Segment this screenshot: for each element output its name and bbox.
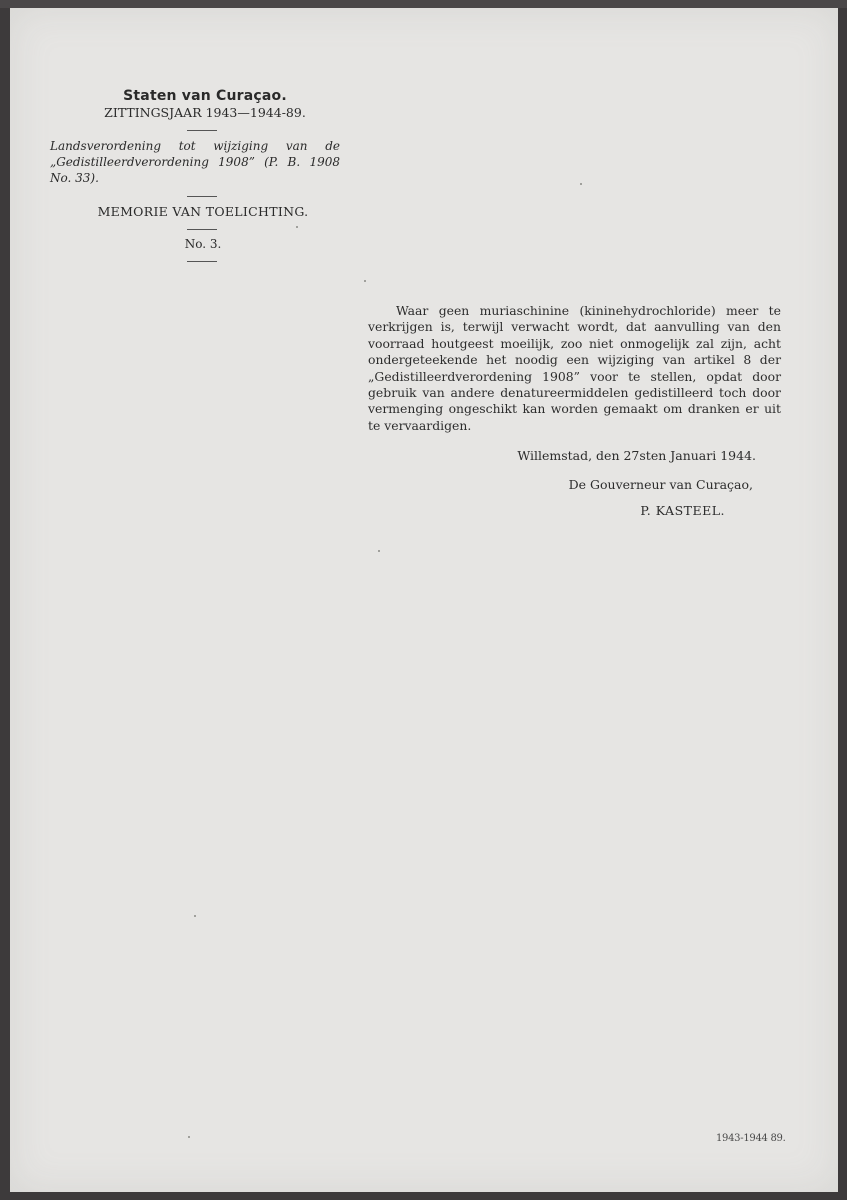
- paper-speck: [194, 915, 196, 917]
- document-number: No. 3.: [184, 237, 222, 251]
- divider-rule: [187, 130, 217, 131]
- handwritten-archive-mark: 1943-1944 89.: [716, 1133, 786, 1144]
- divider-rule: [187, 229, 217, 230]
- scan-frame-top: [0, 0, 847, 8]
- explanatory-memorandum-body: [368, 303, 781, 519]
- divider-rule: [187, 196, 217, 197]
- memorandum-paragraph: Waar geen muriaschinine (kininehydrochloride) meer te verkrijgen is, terwijl verwacht wordt, dat aanvulling van den voorraad houtgeest moeilijk, zoo niet onmogelijk zal zijn, acht ondergeteekende het noodig een wijziging van artikel 8 der „Gedistilleerdverordening 1908” voor te stellen, opdat door gebruik van andere denatureermiddelen gedistilleerd toch door vermenging ongeschikt kan worden gemaakt om dranken er uit te vervaardigen.: [368, 303, 781, 433]
- ordinance-title: Landsverordening tot wijziging van de „Gedistilleerdverordening 1908” (P. B. 1908 No. 33).: [50, 139, 340, 185]
- session-year: ZITTINGSJAAR 1943—1944-89.: [104, 105, 306, 120]
- paper-speck: [188, 1136, 190, 1138]
- paper-speck: [580, 183, 582, 185]
- document-type: MEMORIE VAN TOELICHTING.: [97, 204, 309, 219]
- paper-speck: [364, 280, 366, 282]
- paper-speck: [378, 550, 380, 552]
- document-page: [10, 8, 838, 1192]
- institution-title: Staten van Curaçao.: [123, 88, 287, 104]
- document-header: [50, 88, 350, 269]
- governor-signature-name: P. KASTEEL.: [640, 503, 725, 519]
- paper-speck: [296, 226, 298, 228]
- place-and-date: Willemstad, den 27sten Januari 1944.: [517, 448, 756, 464]
- divider-rule: [187, 261, 217, 262]
- governor-title: De Gouverneur van Curaçao,: [568, 476, 753, 492]
